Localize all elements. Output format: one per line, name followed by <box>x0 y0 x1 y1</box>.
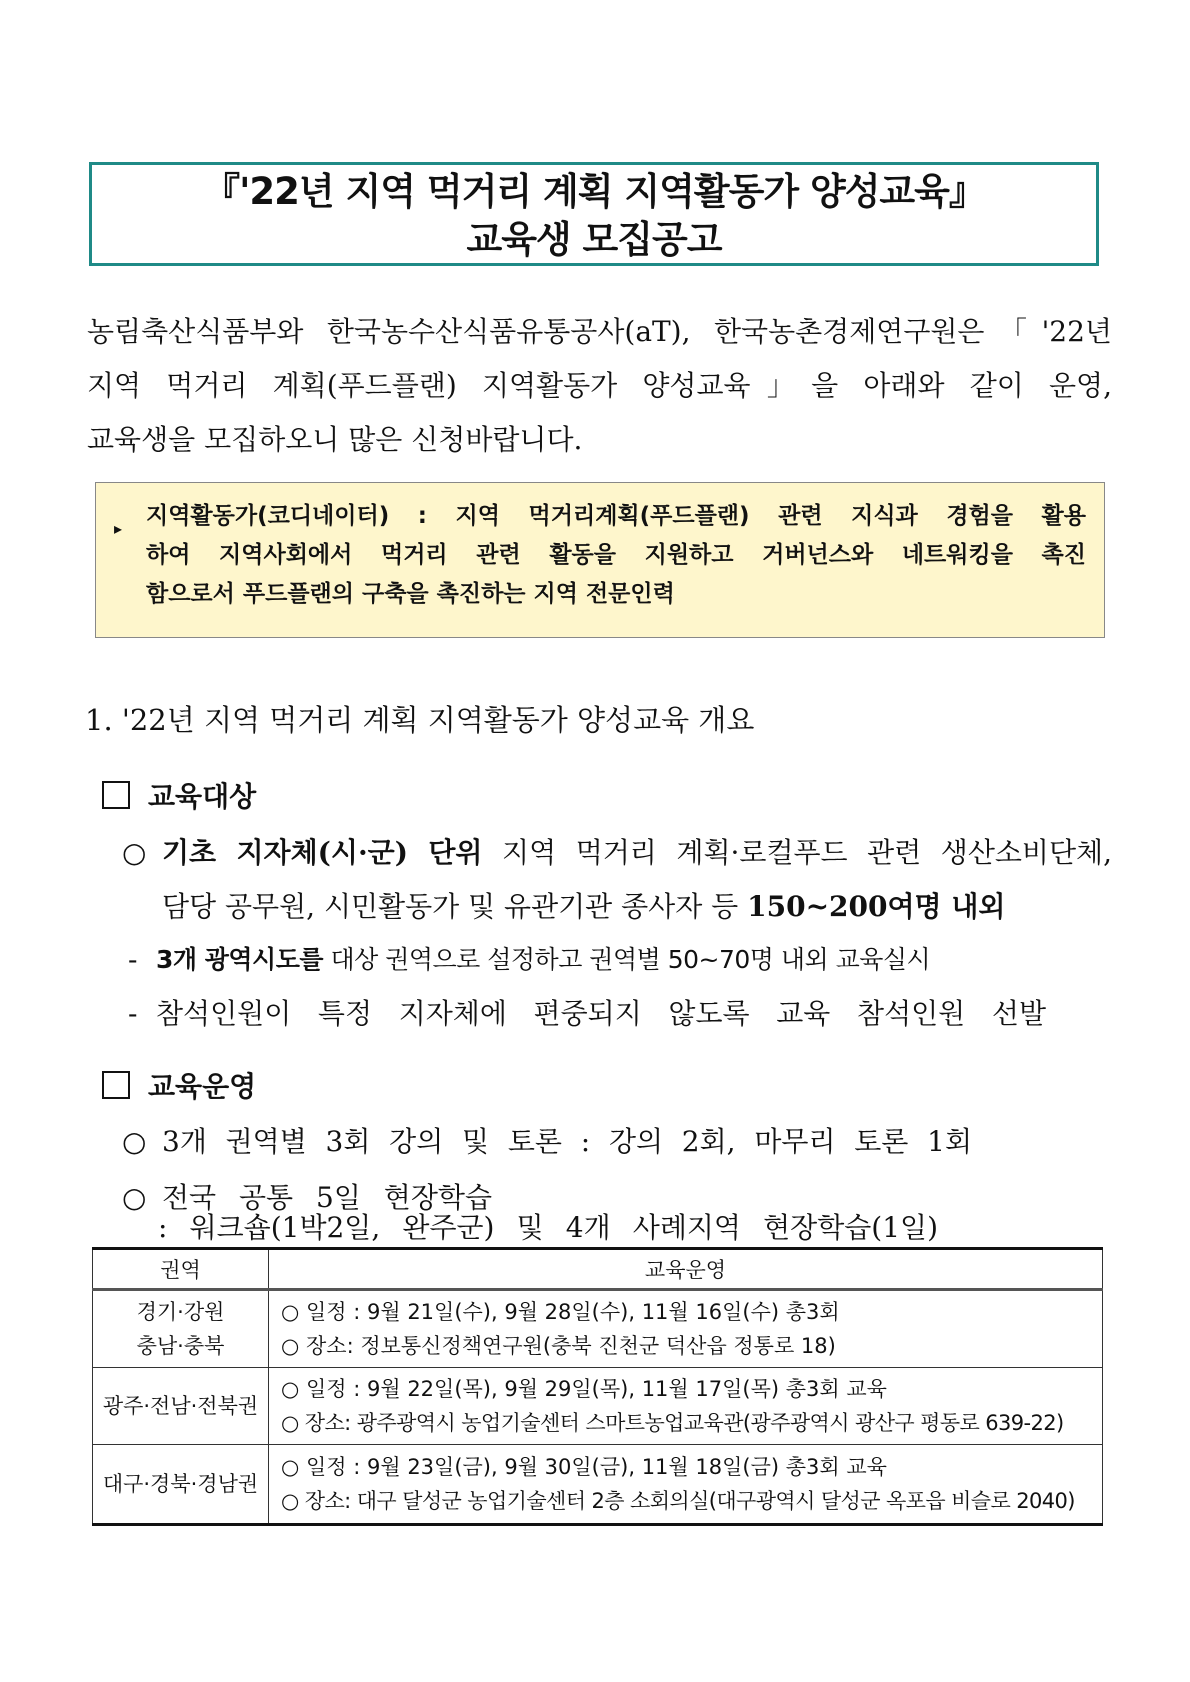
definition-note-text <box>146 497 1086 614</box>
table-cell-region <box>93 1290 269 1368</box>
page-title: 『'22년 지역 먹거리 계획 지역활동가 양성교육』 <box>203 170 985 213</box>
note-line-1: 지역활동가(코디네이터) : 지역 먹거리계획(푸드플랜) 관련 지식과 경험을 활용 <box>146 503 1086 529</box>
ops-item-2-marker: ○ <box>122 1181 147 1214</box>
ops-item-2: 전국 공통 5일 현장학습 <box>162 1181 492 1214</box>
target-item-line-2-prefix: 담당 공무원, 시민활동가 및 유관기관 종사자 등 <box>162 890 739 923</box>
table-row <box>93 1368 1103 1445</box>
target-item-marker: ○ <box>122 836 147 869</box>
table-header-ops: 교육운영 <box>269 1249 1103 1290</box>
intro-line-1: 농림축산식품부와 한국농수산식품유통공사(aT), 한국농촌경제연구원은「'22년 <box>87 315 1112 348</box>
target-heading-label: 교육대상 <box>148 780 257 813</box>
target-dash-2: 참석인원이 특정 지자체에 편중되지 않도록 교육 참석인원 선발 <box>156 997 1046 1030</box>
triangle-bullet-icon: ▸ <box>114 519 123 538</box>
target-dash-1-bold: 3개 광역시도를 <box>156 945 323 974</box>
page-subtitle: 교육생 모집공고 <box>466 218 722 261</box>
note-line-3: 함으로서 푸드플랜의 구축을 촉진하는 지역 전문인력 <box>146 581 675 607</box>
target-item-line-2 <box>162 887 1005 927</box>
table-cell-ops <box>269 1445 1103 1525</box>
ops-item-1-marker: ○ <box>122 1125 147 1158</box>
checkbox-square-icon <box>102 1071 130 1099</box>
section-heading: 1. '22년 지역 먹거리 계획 지역활동가 양성교육 개요 <box>85 703 755 737</box>
table-row <box>93 1290 1103 1368</box>
dash-marker-1: - <box>128 943 138 976</box>
schedule-text: ○ 일정 : 9월 21일(수), 9월 28일(수), 11월 16일(수) 총3회 <box>281 1300 840 1324</box>
table-cell-ops <box>269 1290 1103 1368</box>
target-item-line-1 <box>162 833 1112 873</box>
definition-note-box <box>95 482 1105 638</box>
region-line: 대구·경북·경남권 <box>102 1472 259 1496</box>
place-text: ○ 장소: 광주광역시 농업기술센터 스마트농업교육관(광주광역시 광산구 평동로 639-22) <box>281 1411 1064 1435</box>
intro-paragraph <box>87 305 1112 467</box>
ops-heading-label: 교육운영 <box>148 1070 257 1103</box>
target-heading <box>102 777 256 817</box>
table-row <box>93 1445 1103 1525</box>
table-cell-region <box>93 1445 269 1525</box>
intro-line-2: 지역 먹거리 계획(푸드플랜) 지역활동가 양성교육」을 아래와 같이 운영, <box>87 369 1112 402</box>
table-cell-region <box>93 1368 269 1445</box>
region-line: 충남·충북 <box>136 1334 225 1358</box>
place-text: ○ 장소: 대구 달성군 농업기술센터 2층 소회의실(대구광역시 달성군 옥포읍 비슬로 2040) <box>281 1489 1075 1513</box>
title-box <box>89 162 1099 266</box>
note-line-2: 하여 지역사회에서 먹거리 관련 활동을 지원하고 거버넌스와 네트워킹을 촉진 <box>146 542 1086 568</box>
ops-item-1: 3개 권역별 3회 강의 및 토론 : 강의 2회, 마무리 토론 1회 <box>162 1125 972 1158</box>
place-text: ○ 장소: 정보통신정책연구원(충북 진천군 덕산읍 정통로 18) <box>281 1334 836 1358</box>
schedule-table <box>92 1247 1103 1526</box>
ops-heading <box>102 1067 256 1107</box>
checkbox-square-icon <box>102 781 130 809</box>
table-cell-ops <box>269 1368 1103 1445</box>
table-header-region: 권역 <box>93 1249 269 1290</box>
target-dash-1-rest: 대상 권역으로 설정하고 권역별 50~70명 내외 교육실시 <box>330 945 931 974</box>
target-item-bold: 기초 지자체(시·군) 단위 <box>162 836 483 869</box>
dash-marker-2: - <box>128 997 138 1030</box>
target-item-line-2-bold: 150~200여명 내외 <box>747 890 1006 923</box>
ops-item-2-sub: : 워크숍(1박2일, 완주군) 및 4개 사례지역 현장학습(1일) <box>158 1211 938 1244</box>
schedule-text: ○ 일정 : 9월 23일(금), 9월 30일(금), 11월 18일(금) 총3회 교육 <box>281 1455 887 1479</box>
intro-line-3: 교육생을 모집하오니 많은 신청바랍니다. <box>87 423 583 456</box>
table-header-row <box>93 1249 1103 1290</box>
schedule-text: ○ 일정 : 9월 22일(목), 9월 29일(목), 11월 17일(목) 총3회 교육 <box>281 1377 887 1401</box>
target-item-rest: 지역 먹거리 계획·로컬푸드 관련 생산소비단체, <box>502 836 1112 869</box>
target-dash-1 <box>156 940 930 980</box>
region-line: 광주·전남·전북권 <box>102 1394 259 1418</box>
region-line: 경기·강원 <box>136 1300 225 1324</box>
